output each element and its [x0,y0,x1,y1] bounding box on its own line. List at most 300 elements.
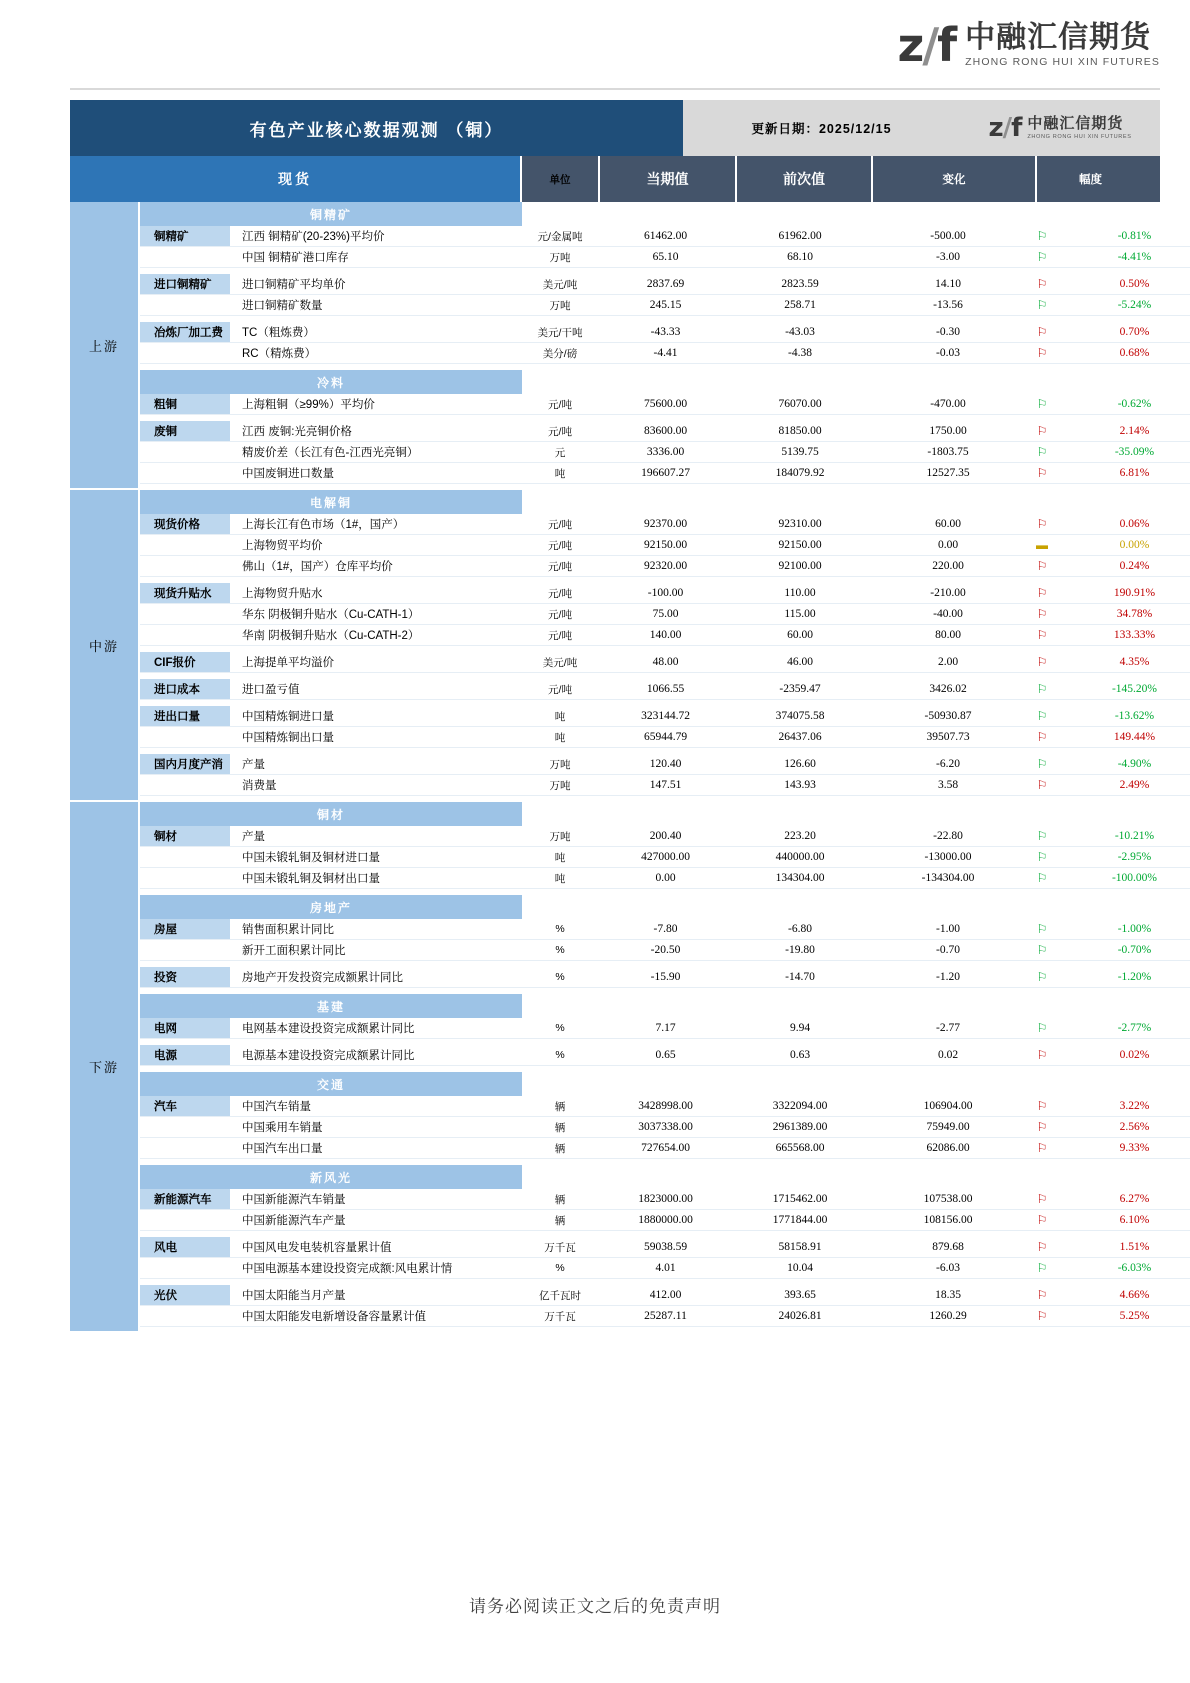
section-banner-row [140,802,1190,826]
row-category [140,442,230,462]
row-previous-value: 2961389.00 [772,1121,828,1133]
up-flag-icon: ⚐ [1036,1099,1048,1113]
row-unit: % [555,944,565,956]
row-amplitude-cell [1029,967,1190,987]
section-banner-filler [522,802,1190,826]
row-category [140,847,230,867]
row-indicator-name: 中国精炼铜出口量 [242,732,334,744]
section-banner-label: 房地产 [140,895,522,921]
row-unit: 元/吨 [548,608,572,621]
row-previous-value: 1771844.00 [772,1214,828,1226]
row-previous-value: 81850.00 [778,425,822,437]
table-row [140,535,1190,556]
row-unit: 吨 [554,467,566,480]
row-amplitude-cell [1029,463,1190,483]
segment-body-downstream [140,802,1190,1333]
table-row [140,343,1190,364]
row-unit: 元/吨 [548,425,572,438]
down-flag-icon: ⚐ [1036,871,1048,885]
row-current-value: 4.01 [655,1262,676,1274]
row-amplitude-cell [1029,919,1190,939]
row-amplitude-cell [1029,274,1190,294]
row-unit: 辆 [554,1193,566,1206]
table-row [140,868,1190,889]
up-flag-icon: ⚐ [1036,466,1048,480]
row-amplitude-cell [1029,940,1190,960]
row-indicator-name: 上海长江有色市场（1#，国产） [242,519,405,531]
row-category: 国内月度产消 [140,754,230,774]
up-flag-icon: ⚐ [1036,1288,1048,1302]
row-previous-value: 258.71 [784,299,816,311]
row-unit: 元 [554,446,566,459]
row-unit: 美分/磅 [542,347,578,360]
table-row [140,394,1190,415]
row-change-value: 0.02 [937,1049,959,1061]
up-flag-icon: ⚐ [1036,424,1048,438]
row-change-value: -40.00 [933,608,963,620]
row-previous-value: 393.65 [784,1289,816,1301]
row-current-value: 3037338.00 [638,1121,693,1133]
down-flag-icon: ⚐ [1036,943,1048,957]
up-flag-icon: ⚐ [1036,559,1048,573]
table-row [140,940,1190,961]
table-row [140,247,1190,268]
row-unit: 万吨 [549,299,571,312]
row-current-value: 0.00 [655,872,676,884]
section-banner-filler [522,1072,1190,1096]
up-flag-icon: ⚐ [1036,1141,1048,1155]
row-indicator-name: 佛山（1#，国产）仓库平均价 [242,561,393,573]
section-banner-filler [522,1165,1190,1189]
row-amplitude-cell [1029,868,1190,888]
row-unit: 万吨 [549,251,571,264]
row-current-value: 1823000.00 [638,1193,693,1205]
row-amplitude-value: -0.70% [1117,944,1152,956]
row-amplitude-cell [1029,775,1190,795]
row-category [140,247,230,267]
row-amplitude-value: -100.00% [1111,872,1158,884]
row-previous-value: 92150.00 [778,539,822,551]
row-unit: 吨 [554,872,566,885]
company-name-en: ZHONG RONG HUI XIN FUTURES [965,55,1160,68]
up-flag-icon: ⚐ [1036,325,1048,339]
row-indicator-name: 产量 [242,759,265,771]
row-indicator-name: 中国精炼铜进口量 [242,711,334,723]
row-amplitude-value: 6.27% [1119,1193,1150,1205]
row-previous-value: -4.38 [788,347,812,359]
row-unit: 辆 [554,1214,566,1227]
row-category [140,1258,230,1278]
row-change-value: 1750.00 [929,425,967,437]
row-unit: % [555,971,565,983]
row-amplitude-value: -13.62% [1114,710,1155,722]
table-row [140,1045,1190,1066]
row-unit: 元/金属吨 [537,230,583,243]
company-name-block-small [1027,116,1131,140]
up-flag-icon: ⚐ [1036,1213,1048,1227]
segment-label-upstream: 上游 [70,202,140,490]
company-name-cn-small: 中融汇信期货 [1027,115,1124,133]
row-amplitude-cell [1029,394,1190,414]
row-category: 进出口量 [140,706,230,726]
row-gap [140,1327,1190,1333]
row-change-value: -13.56 [933,299,963,311]
row-category: 废铜 [140,421,230,441]
row-previous-value: 58158.91 [778,1241,822,1253]
row-change-value: -1.00 [936,923,960,935]
row-change-value: 220.00 [932,560,964,572]
row-previous-value: 143.93 [784,779,816,791]
section-banner-label: 电解铜 [140,490,522,516]
row-change-value: -6.20 [936,758,960,770]
data-table [70,202,1160,1333]
row-indicator-name: 华东 阴极铜升贴水（Cu-CATH-1） [242,609,420,621]
row-unit: 吨 [554,851,566,864]
row-change-value: -0.70 [936,944,960,956]
row-indicator-name: 进口铜精矿数量 [242,300,323,312]
row-unit: 吨 [554,710,566,723]
row-current-value: 75600.00 [643,398,688,410]
row-amplitude-value: -0.81% [1117,230,1152,242]
row-change-value: -13000.00 [924,851,972,863]
row-current-value: 200.40 [649,830,682,842]
row-amplitude-value: 1.51% [1119,1241,1150,1253]
row-category: 房屋 [140,919,230,939]
row-amplitude-value: -1.20% [1117,971,1152,983]
row-category [140,940,230,960]
row-category: 电网 [140,1018,230,1038]
table-row [140,826,1190,847]
row-amplitude-cell [1029,1018,1190,1038]
row-amplitude-cell [1029,343,1190,363]
row-indicator-name: 中国未锻轧铜及铜材进口量 [242,852,380,864]
section-banner-row [140,370,1190,394]
row-amplitude-value: 4.35% [1119,656,1150,668]
row-change-value: 2.00 [937,656,959,668]
row-category [140,1210,230,1230]
row-change-value: 1260.29 [929,1310,967,1322]
table-row [140,583,1190,604]
row-current-value: 0.65 [655,1049,676,1061]
row-category: 冶炼厂加工费 [140,322,230,342]
col-spot: 现货 [70,156,522,202]
table-row [140,679,1190,700]
row-change-value: 0.00 [937,539,959,551]
table-row [140,463,1190,484]
row-indicator-name: 新开工面积累计同比 [242,945,346,957]
segment-body-upstream [140,202,1190,490]
up-flag-icon: ⚐ [1036,1048,1048,1062]
row-category [140,535,230,555]
row-change-value: -1.20 [936,971,960,983]
down-flag-icon: ⚐ [1036,397,1048,411]
up-flag-icon: ⚐ [1036,346,1048,360]
row-unit: % [555,1022,565,1034]
row-previous-value: 92100.00 [778,560,822,572]
row-category: 风电 [140,1237,230,1257]
row-indicator-name: 中国汽车销量 [242,1101,311,1113]
segment-downstream [70,802,1160,1333]
table-row [140,1285,1190,1306]
row-previous-value: 61962.00 [778,230,822,242]
row-category: 投资 [140,967,230,987]
row-previous-value: 440000.00 [775,851,825,863]
row-amplitude-cell [1029,226,1190,246]
row-current-value: 245.15 [649,299,682,311]
row-current-value: 92320.00 [643,560,688,572]
row-indicator-name: 中国太阳能发电新增设备容量累计值 [242,1311,426,1323]
row-category: 进口成本 [140,679,230,699]
down-flag-icon: ⚐ [1036,829,1048,843]
row-unit: 辆 [554,1100,566,1113]
row-current-value: 196607.27 [641,467,690,479]
row-change-value: 3.58 [937,779,959,791]
table-row [140,847,1190,868]
row-current-value: -20.50 [650,944,681,956]
table-row [140,1138,1190,1159]
row-amplitude-value: 2.56% [1119,1121,1150,1133]
row-unit: 元/吨 [548,683,572,696]
row-amplitude-value: 6.81% [1119,467,1150,479]
table-row [140,274,1190,295]
row-change-value: 75949.00 [926,1121,970,1133]
row-amplitude-cell [1029,1117,1190,1137]
row-amplitude-value: 3.22% [1119,1100,1150,1112]
row-amplitude-value: -10.21% [1114,830,1155,842]
table-row [140,1210,1190,1231]
row-current-value: 427000.00 [641,851,690,863]
segment-midstream [70,490,1160,802]
section-banner-row [140,202,1190,226]
row-change-value: 879.68 [932,1241,964,1253]
row-unit: 元/吨 [548,560,572,573]
row-amplitude-cell [1029,1237,1190,1257]
row-current-value: -4.41 [653,347,678,359]
row-category [140,1117,230,1137]
row-amplitude-value: -145.20% [1111,683,1158,695]
row-unit: % [555,1262,565,1274]
row-amplitude-cell [1029,1306,1190,1326]
section-banner-label: 新风光 [140,1165,522,1191]
row-amplitude-value: -2.77% [1117,1022,1152,1034]
row-amplitude-cell [1029,652,1190,672]
row-previous-value: 223.20 [784,830,816,842]
row-indicator-name: 中国汽车出口量 [242,1143,323,1155]
row-previous-value: -6.80 [788,923,812,935]
row-indicator-name: 产量 [242,831,265,843]
row-previous-value: 184079.92 [775,467,825,479]
table-row [140,322,1190,343]
row-current-value: 140.00 [649,629,682,641]
row-change-value: 12527.35 [926,467,970,479]
row-amplitude-cell [1029,679,1190,699]
table-row [140,625,1190,646]
row-amplitude-value: 6.10% [1119,1214,1150,1226]
row-amplitude-value: 34.78% [1116,608,1153,620]
row-amplitude-value: 0.06% [1119,518,1150,530]
row-amplitude-cell [1029,1258,1190,1278]
row-amplitude-value: -4.90% [1117,758,1152,770]
section-banner-filler [522,370,1190,394]
row-indicator-name: 中国新能源汽车销量 [242,1194,346,1206]
row-category [140,604,230,624]
row-previous-value: 110.00 [784,587,816,599]
row-unit: 万吨 [549,758,571,771]
row-category [140,775,230,795]
row-previous-value: 60.00 [787,629,813,641]
row-amplitude-cell [1029,604,1190,624]
row-amplitude-cell [1029,322,1190,342]
section-banner-label: 铜精矿 [140,202,522,228]
up-flag-icon: ⚐ [1036,1192,1048,1206]
row-amplitude-cell [1029,847,1190,867]
section-banner-filler [522,895,1190,919]
down-flag-icon: ⚐ [1036,1261,1048,1275]
down-flag-icon: ⚐ [1036,250,1048,264]
row-unit: 元/吨 [548,398,572,411]
row-current-value: 1066.55 [646,683,685,695]
table-row [140,1018,1190,1039]
down-flag-icon: ⚐ [1036,970,1048,984]
up-flag-icon: ⚐ [1036,730,1048,744]
row-unit: 美元/吨 [542,278,578,291]
row-unit: 万吨 [549,830,571,843]
table-row [140,775,1190,796]
row-previous-value: 10.04 [787,1262,813,1274]
row-amplitude-value: 0.00% [1119,539,1150,551]
row-previous-value: 374075.58 [775,710,825,722]
row-indicator-name: 江西 铜精矿(20-23%)平均价 [242,231,385,243]
row-current-value: 92370.00 [643,518,688,530]
zrf-logo-mark-small: z/f [988,113,1022,143]
up-flag-icon: ⚐ [1036,607,1048,621]
section-banner-row [140,1165,1190,1189]
row-indicator-name: 中国太阳能当月产量 [242,1290,346,1302]
row-amplitude-cell [1029,1096,1190,1116]
row-indicator-name: 房地产开发投资完成额累计同比 [242,972,403,984]
table-row [140,754,1190,775]
row-amplitude-value: 149.44% [1113,731,1156,743]
table-row [140,514,1190,535]
section-banner-row [140,895,1190,919]
up-flag-icon: ⚐ [1036,1240,1048,1254]
row-category: 现货升贴水 [140,583,230,603]
row-amplitude-value: -2.95% [1117,851,1152,863]
row-previous-value: 92310.00 [778,518,822,530]
down-flag-icon: ⚐ [1036,850,1048,864]
row-amplitude-cell [1029,826,1190,846]
down-flag-icon: ⚐ [1036,922,1048,936]
row-amplitude-value: 5.25% [1119,1310,1150,1322]
row-category [140,727,230,747]
down-flag-icon: ⚐ [1036,709,1048,723]
row-previous-value: -14.70 [785,971,815,983]
row-amplitude-cell [1029,514,1190,534]
footer-disclaimer: 请务必阅读正文之后的免责声明 [469,1597,721,1616]
row-current-value: -7.80 [653,923,678,935]
row-unit: 元/吨 [548,629,572,642]
row-unit: 元/吨 [548,539,572,552]
row-indicator-name: 中国风电发电装机容量累计值 [242,1242,392,1254]
row-change-value: 80.00 [935,629,961,641]
row-indicator-name: 销售面积累计同比 [242,924,334,936]
flat-icon: ▬ [1036,538,1048,552]
col-previous: 前次值 [737,156,873,202]
table-row [140,1117,1190,1138]
row-amplitude-value: -4.41% [1117,251,1152,263]
table-row [140,421,1190,442]
row-change-value: -50930.87 [924,710,972,722]
row-amplitude-value: 4.66% [1119,1289,1150,1301]
row-change-value: -6.03 [936,1262,960,1274]
row-category: 电源 [140,1045,230,1065]
table-row [140,226,1190,247]
row-amplitude-cell [1029,727,1190,747]
row-indicator-name: 中国未锻轧铜及铜材出口量 [242,873,380,885]
section-banner-row [140,1072,1190,1096]
row-current-value: 2837.69 [646,278,685,290]
section-banner-row [140,994,1190,1018]
segment-upstream [70,202,1160,490]
segment-body-midstream [140,490,1190,802]
row-indicator-name: 进口盈亏值 [242,684,300,696]
row-amplitude-cell [1029,1189,1190,1209]
row-change-value: 60.00 [935,518,961,530]
row-amplitude-value: -5.24% [1117,299,1152,311]
row-previous-value: 134304.00 [775,872,825,884]
row-current-value: -43.33 [650,326,681,338]
row-previous-value: 76070.00 [778,398,822,410]
row-previous-value: 3322094.00 [772,1100,828,1112]
row-amplitude-cell [1029,421,1190,441]
row-amplitude-cell [1029,625,1190,645]
table-row [140,604,1190,625]
row-category [140,463,230,483]
row-amplitude-value: 190.91% [1113,587,1156,599]
section-banner-filler [522,994,1190,1018]
row-previous-value: 5139.75 [781,446,819,458]
row-category: 汽车 [140,1096,230,1116]
company-name-en-small: ZHONG RONG HUI XIN FUTURES [1027,133,1132,140]
row-amplitude-value: 0.24% [1119,560,1150,572]
row-amplitude-value: -6.03% [1117,1262,1152,1274]
row-current-value: -100.00 [647,587,684,599]
row-current-value: 92150.00 [643,539,688,551]
row-indicator-name: 中国新能源汽车产量 [242,1215,346,1227]
row-indicator-name: 上海粗铜（≥99%）平均价 [242,399,375,411]
col-amplitude: 幅度 [1037,156,1160,202]
row-indicator-name: 电网基本建设投资完成额累计同比 [242,1023,415,1035]
row-current-value: 412.00 [649,1289,682,1301]
row-amplitude-value: 0.50% [1119,278,1150,290]
row-indicator-name: 中国 铜精矿港口库存 [242,252,349,264]
company-logo [897,18,1160,72]
row-amplitude-value: 0.02% [1119,1049,1150,1061]
row-indicator-name: RC（精炼费） [242,348,317,360]
up-flag-icon: ⚐ [1036,277,1048,291]
col-unit: 单位 [522,156,600,202]
row-amplitude-value: 0.70% [1119,326,1150,338]
row-current-value: 48.00 [652,656,679,668]
up-flag-icon: ⚐ [1036,778,1048,792]
section-banner-row [140,490,1190,514]
row-previous-value: -2359.47 [779,683,821,695]
zrf-logo-mark: z/f [897,18,956,72]
row-previous-value: 9.94 [789,1022,811,1034]
row-current-value: 65944.79 [643,731,688,743]
row-indicator-name: 精废价差（长江有色-江西光亮铜） [242,447,419,459]
up-flag-icon: ⚐ [1036,517,1048,531]
